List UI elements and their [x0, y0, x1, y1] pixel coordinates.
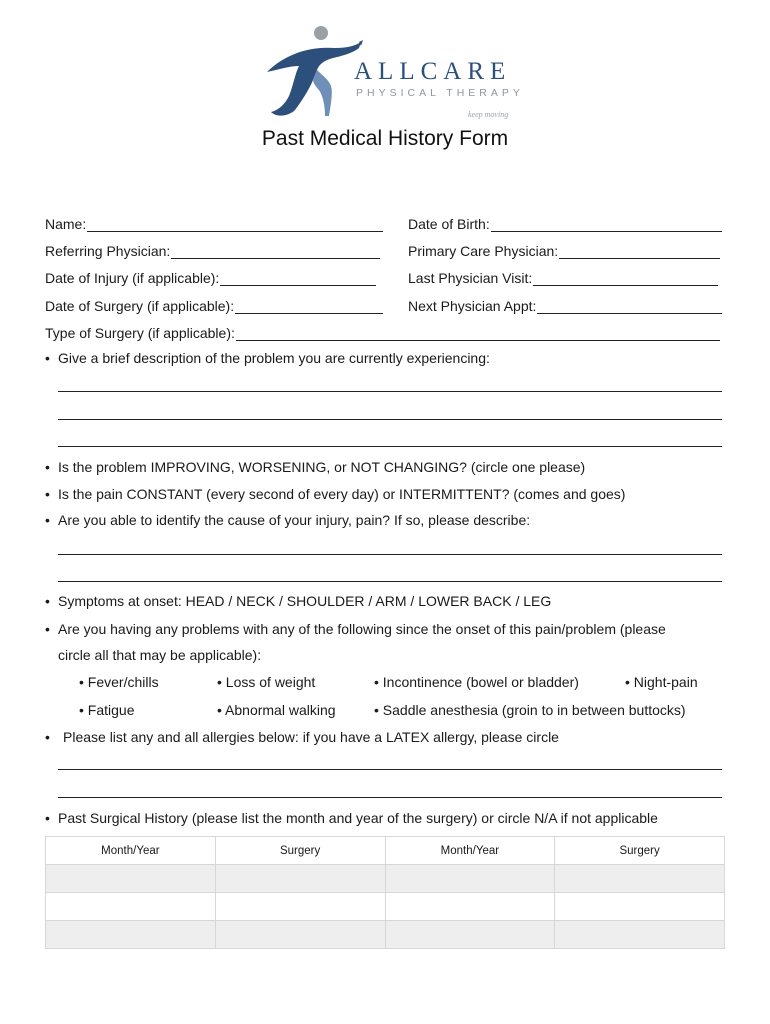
injury-date-label: Date of Injury (if applicable): [45, 270, 220, 286]
symptom-incontinence-label: Incontinence (bowel or bladder) [382, 674, 579, 690]
symptom-weight-label: Loss of weight [225, 674, 316, 690]
question-problems-continued: circle all that may be applicable): [58, 647, 262, 663]
bullet-icon: • [45, 729, 50, 745]
table-cell[interactable] [215, 921, 385, 949]
surgical-history-table [45, 836, 725, 949]
surgery-date-field[interactable] [45, 296, 383, 314]
table-cell[interactable] [555, 921, 725, 949]
table-cell[interactable] [385, 893, 555, 921]
surgery-date-label: Date of Surgery (if applicable): [45, 298, 235, 314]
surgery-type-blank[interactable] [236, 326, 720, 341]
answer-line[interactable] [58, 391, 722, 392]
question-symptoms-text: Symptoms at onset: HEAD / NECK / SHOULDER / ARM / LOWER BACK / LEG [58, 593, 552, 609]
dob-field[interactable] [408, 214, 722, 232]
symptom-fatigue[interactable]: • Fatigue [79, 702, 135, 718]
question-allergies [45, 729, 559, 745]
symptom-walking[interactable]: • Abnormal walking [217, 702, 336, 718]
brand-tagline: keep moving [468, 110, 509, 119]
answer-line[interactable] [58, 554, 722, 555]
name-field[interactable] [45, 214, 383, 232]
bullet-icon: • [45, 512, 50, 528]
last-visit-blank[interactable] [533, 271, 718, 286]
symptom-night-pain[interactable]: • Night-pain [625, 674, 698, 690]
table-cell[interactable] [46, 921, 216, 949]
referring-physician-field[interactable] [45, 241, 380, 259]
symptom-incontinence[interactable]: • Incontinence (bowel or bladder) [374, 674, 579, 690]
surgery-type-field[interactable] [45, 323, 720, 341]
referring-physician-blank[interactable] [171, 244, 380, 259]
question-problems-text: Are you having any problems with any of the following since the onset of this pain/problem (please [58, 621, 666, 637]
dob-label: Date of Birth: [408, 216, 490, 232]
question-cause-text: Are you able to identify the cause of your injury, pain? If so, please describe: [58, 512, 531, 528]
symptom-fever[interactable]: • Fever/chills [79, 674, 159, 690]
primary-care-field[interactable] [408, 241, 720, 259]
primary-care-label: Primary Care Physician: [408, 243, 559, 259]
injury-date-blank[interactable] [220, 271, 376, 286]
header-surgery: Surgery [215, 837, 385, 865]
bullet-icon: • [45, 621, 50, 637]
table-cell[interactable] [385, 865, 555, 893]
question-surgical-text: Past Surgical History (please list the month and year of the surgery) or circle N/A if not applicable [58, 810, 658, 826]
table-cell[interactable] [215, 893, 385, 921]
question-improving-text: Is the problem IMPROVING, WORSENING, or NOT CHANGING? (circle one please) [58, 459, 586, 475]
page-title: Past Medical History Form [261, 127, 509, 150]
symptom-walking-label: Abnormal walking [225, 702, 336, 718]
question-allergies-text: Please list any and all allergies below: if you have a LATEX allergy, please circle [63, 729, 559, 745]
table-row [46, 893, 725, 921]
surgery-type-label: Type of Surgery (if applicable): [45, 325, 235, 341]
table-cell[interactable] [555, 893, 725, 921]
header-month-year: Month/Year [385, 837, 555, 865]
next-appt-blank[interactable] [537, 299, 722, 314]
brand-name: ALLCARE [354, 58, 512, 85]
question-description [45, 350, 490, 366]
symptom-fatigue-label: Fatigue [87, 702, 135, 718]
header-surgery: Surgery [555, 837, 725, 865]
answer-line[interactable] [58, 769, 722, 770]
referring-physician-label: Referring Physician: [45, 243, 171, 259]
question-constant-text: Is the pain CONSTANT (every second of every day) or INTERMITTENT? (comes and goes) [58, 486, 626, 502]
name-blank[interactable] [87, 217, 383, 232]
table-header-row [46, 837, 725, 865]
question-symptoms [45, 593, 551, 609]
question-description-text: Give a brief description of the problem you are currently experiencing: [58, 350, 490, 366]
answer-line[interactable] [58, 419, 722, 420]
symptom-saddle[interactable]: • Saddle anesthesia (groin to in between buttocks) [374, 702, 686, 718]
table-cell[interactable] [46, 893, 216, 921]
answer-line[interactable] [58, 581, 722, 582]
table-cell[interactable] [385, 921, 555, 949]
next-appt-label: Next Physician Appt: [408, 298, 537, 314]
header-month-year: Month/Year [46, 837, 216, 865]
table-cell[interactable] [46, 865, 216, 893]
bullet-icon: • [45, 593, 50, 609]
question-problems [45, 621, 666, 637]
last-visit-label: Last Physician Visit: [408, 270, 533, 286]
table-cell[interactable] [215, 865, 385, 893]
dob-blank[interactable] [491, 217, 722, 232]
symptom-night-pain-label: Night-pain [633, 674, 698, 690]
question-surgical [45, 810, 658, 826]
brand-subtitle: PHYSICAL THERAPY [356, 87, 524, 99]
question-constant [45, 486, 625, 502]
table-cell[interactable] [555, 865, 725, 893]
surgery-date-blank[interactable] [235, 299, 383, 314]
question-improving [45, 459, 585, 475]
symptom-saddle-label: Saddle anesthesia (groin to in between buttocks) [382, 702, 686, 718]
injury-date-field[interactable] [45, 268, 376, 286]
bullet-icon: • [45, 350, 50, 366]
answer-line[interactable] [58, 797, 722, 798]
table-row [46, 921, 725, 949]
symptom-fever-label: Fever/chills [87, 674, 159, 690]
last-visit-field[interactable] [408, 268, 718, 286]
symptom-weight[interactable]: • Loss of weight [217, 674, 316, 690]
bullet-icon: • [45, 486, 50, 502]
bullet-icon: • [45, 459, 50, 475]
table-row [46, 865, 725, 893]
primary-care-blank[interactable] [559, 244, 720, 259]
name-label: Name: [45, 216, 87, 232]
bullet-icon: • [45, 810, 50, 826]
answer-line[interactable] [58, 446, 722, 447]
question-cause [45, 512, 530, 528]
next-appt-field[interactable] [408, 296, 722, 314]
